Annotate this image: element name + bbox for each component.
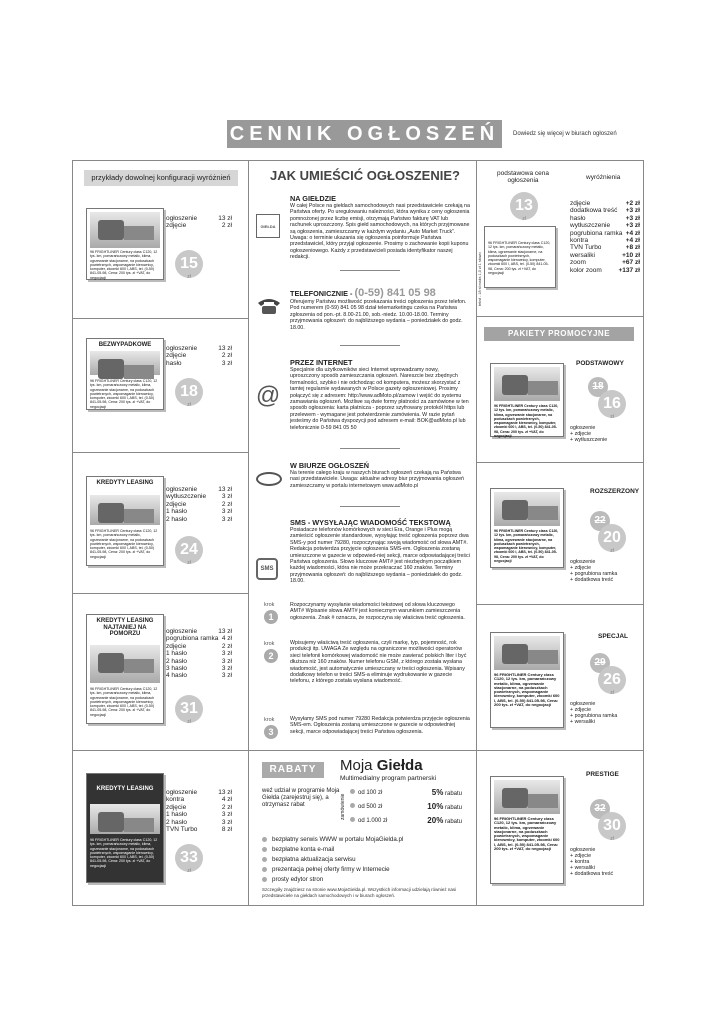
benefit-item: bezpłatny serwis WWW w portalu MojaGielda.pl: [262, 836, 403, 843]
rabaty-text: weź udział w programie Moja Giełda (zarejestruj się), a otrzymasz rabat: [262, 788, 340, 808]
section-title-biuro: W BIURZE OGŁOSZEŃ: [290, 461, 370, 470]
ad-thumbnail: [86, 208, 164, 280]
side-label: tekst - 18 sł maks 1,0 zł 1 słowo: [478, 252, 482, 306]
divider: [476, 462, 644, 463]
benefit-item: prezentacja pełnej oferty firmy w Internecie: [262, 866, 390, 873]
ad-thumbnail: [86, 614, 164, 724]
package-name: PODSTAWOWY: [576, 360, 624, 367]
extras-list: zdjęcie +2 zł dodatkowa treść +3 zł hasło +3 zł wytłuszczenie +3 zł pogrubiona ramka +4 zł kontra +4 zł TVN Turbo +8 zł wersaliki +10 zł zoom +67 zł kolor zoom +137 zł: [570, 200, 640, 274]
package-name: PRESTIGE: [586, 771, 619, 778]
line-price: 13 zł: [218, 215, 232, 222]
divider: [72, 318, 248, 319]
package-price: 16 zł: [598, 390, 626, 418]
ad-thumbnail: [490, 632, 564, 728]
truck-photo: [494, 367, 560, 401]
package-price: 30 zł: [598, 812, 626, 840]
ad-badge: KREDYTY LEASING: [96, 480, 154, 486]
mojagielda-brand: Moja Giełda: [340, 757, 423, 774]
price-lines: ogłoszenie 13 zł pogrubiona ramka 4 zł zdjęcie 2 zł 1 hasło 3 zł 2 hasło 3 zł 3 hasło 3 zł 4 hasło 3 zł: [166, 628, 232, 680]
phone-number: (0-59) 841 05 98: [354, 287, 436, 299]
ad-thumbnail: [484, 226, 556, 288]
section-body-tel: Oferujemy Państwu możliwość przekazania treści ogłoszenia przez telefon. Pod numerem (0-59) 841 05 98 dział telemarketingu czeka na Państwa zgłoszenia od pon.-pt. 8.00-21.00, sob.-niedz. 10.00-18.00. Terminy przyjmowania ogłoszeń: do najbliższego wydania – poniedziałek do godz. 18.00.: [290, 299, 467, 331]
old-price: 32: [590, 799, 610, 819]
discount-row: od 100 zł 5% rabatu: [350, 788, 462, 797]
ad-badge: BEZWYPADKOWE: [98, 342, 152, 348]
total-price: 24 zł: [175, 536, 203, 564]
ad-text: 96 FRIGHTLINER Century class C120, 12 tys. km, pomarańczowy metalic, klima, ogrzewanie stacjonarne, na poduszkach powietrznych, wspomaganie kierownicy, komputer, złoomki 600 l, ABS, tel. (0-50) 841-05-98, Cena: 200 tys. zł +VAT, do negocjacji: [488, 241, 551, 276]
truck-photo: [90, 804, 160, 834]
extras-heading: wyróżnienia: [586, 174, 621, 181]
divider: [72, 750, 248, 751]
ad-thumbnail: [490, 363, 564, 437]
line-label: zdjęcie: [166, 222, 187, 230]
separator: [340, 448, 400, 449]
base-price-heading: podstawowa cena ogłoszenia: [496, 170, 550, 184]
gielda-logo-icon: GIEŁDA: [256, 214, 280, 238]
package-items: ogłoszenie + zdjęcie + kontra + wersaliki + dodatkowa treść: [570, 847, 614, 877]
section-body-biuro: Na terenie całego kraju w naszych biurach ogłoszeń czekają na Państwa nasi przedstawiciele. Uwaga: aktualne adresy biur przyjmowania ogłoszeń zamieszczamy w portalu internetowym www.adMoto.pl: [290, 470, 465, 489]
section-title-tel: TELEFONICZNIE - (0-59) 841 05 98: [290, 287, 436, 299]
section-title-sms: SMS - WYSYŁAJĄC WIADOMOŚĆ TEKSTOWĄ: [290, 518, 451, 527]
step-number: 2: [264, 649, 278, 663]
divider: [248, 750, 476, 751]
ad-text: 96 FRIGHTLINER Century class C120, 12 tys. km, pomarańczowy metalic, klima, ogrzewanie stacjonarne, na poduszkach powietrznych, wspomaganie kierownicy, komputer, złoomki 600 l, ABS, tel. (0-50) 841-05-98, Cena: 200 tys. zł +VAT, do negocjacji: [494, 529, 559, 564]
total-price: 18 zł: [175, 378, 203, 406]
discount-row: od 1.000 zł 20% rabatu: [350, 816, 462, 825]
rabaty-title: RABATY: [262, 762, 324, 778]
packages-title: PAKIETY PROMOCYJNE: [484, 327, 634, 341]
axis-label: zamówienie: [340, 793, 346, 821]
ad-text: 96 FRIGHTLINER Century class C120, 12 tys. km, pomarańczowy metalic, klima, ogrzewanie stacjonarne, na poduszkach powietrznych, wspomaganie kierownicy, komputer, złoomki 600 l, ABS, tel. (0-50) 841-05-98, Cena: 200 tys. zł +VAT, do negocjacji: [90, 687, 158, 717]
footnote: Szczegóły znajdziesz na stronie www.MojaGielda.pl. Wszystkich informacji udzielają również nasi przedstawiciele na giełdach samochodowych i w biurach ogłoszeń.: [262, 887, 457, 898]
benefit-item: prosty edytor stron: [262, 876, 323, 883]
mojagielda-subtitle: Multimedialny program partnerski: [340, 775, 437, 782]
ad-text: 96 FRIGHTLINER Century class C120, 12 tys. km, pomarańczowy metalic, klima, ogrzewanie stacjonarne, na poduszkach powietrznych, wspomaganie kierownicy, komputer, złoomki 600 l, ABS, tel. (0-50) 841-05-98, Cena: 200 tys. zł +VAT, do negocjacji: [494, 816, 560, 852]
header-note: Dowiedz się więcej w biurach ogłoszeń: [513, 131, 617, 137]
section-body-gielda: W całej Polsce na giełdach samochodowych nasi przedstawiciele czekają na Państwa oferty. Po uregulowaniu należności, która wynika z ceny ogłoszenia pomnożonej przez liczbę emisji, otrzymają Państwo fakturę VAT lub rachunek uproszczony. Spis giełd samochodowych, na których przyjmowane są ogłoszenia, zamieszczamy w każdym wydaniu „Auto Market Truck”. Uwaga: o terminie ukazania się ogłoszenia poinformuje Państwa przedstawiciel, który przyjął ogłoszenie. Prosimy o zachowanie kopii kuponu ogłoszeniowego. Każdy z przedstawicieli posiada identyfikator naszej redakcji.: [290, 203, 470, 261]
benefit-item: bezpłatna aktualizacja serwisu: [262, 856, 356, 863]
base-price: 13 zł: [510, 192, 538, 220]
truck-photo: [90, 351, 160, 375]
step-number: 1: [264, 610, 278, 624]
divider: [248, 160, 249, 906]
price-lines: ogłoszenie 13 zł wytłuszczenie 3 zł zdjęcie 2 zł 1 hasło 3 zł 2 hasło 3 zł: [166, 486, 232, 523]
benefit-item: bezpłatne konta e-mail: [262, 846, 334, 853]
step-body: Wysyłamy SMS pod numer 79280 Redakcja potwierdza przyjęcie ogłoszenia SMS-em. Ogłoszenia zostaną umieszczone w gazecie w odpowiedniej sekcji, marce odpowiadającej treści Państwa ogłoszenia.: [290, 716, 470, 735]
section-title-internet: PRZEZ INTERNET: [290, 358, 353, 367]
package-name: SPECJAL: [598, 633, 628, 640]
truck-photo: [494, 780, 560, 814]
price-lines: ogłoszenie 13 zł zdjęcie 2 zł hasło 3 zł: [166, 345, 232, 367]
page-title: CENNIK OGŁOSZEŃ: [227, 120, 502, 148]
divider: [476, 604, 644, 605]
truck-photo: [90, 645, 160, 683]
discount-row: od 500 zł 10% rabatu: [350, 802, 462, 811]
separator: [340, 345, 400, 346]
old-price: 29: [590, 653, 610, 673]
ad-text: 96 FRIGHTLINER Century class C120, 12 tys. km, pomarańczowy metalic, klima, ogrzewanie stacjonarne, na poduszkach powietrznych, wspomaganie kierownicy, komputer, złoomki 600 l, ABS, tel. (0-50) 841-05-98, Cena: 200 tys. zł +VAT, do negocjacji: [494, 404, 559, 439]
ad-text: 96 FRIGHTLINER Century class C120, 12 tys. km, pomarańczowy metalic, klima, ogrzewanie stacjonarne, na poduszkach powietrznych, wspomaganie kierownicy, komputer, złoomki 600 l, ABS, tel. (0-50) 841-05-98, Cena: 200 tys. zł +VAT, do negocjacji: [494, 672, 560, 708]
step-body: Rozpoczynamy wysyłanie wiadomości tekstowej od słowa kluczowego AMT# Wpisanie słowa AMT# jest koniecznym warunkiem zamieszczenia ogłoszenia. Znak # oznacza, że rozpoczyna się właściwa treść ogłoszenia.: [290, 602, 465, 621]
old-price: 22: [590, 511, 610, 531]
package-price: 26 zł: [598, 666, 626, 694]
telephone-icon: [256, 296, 282, 316]
package-items: ogłoszenie + zdjęcie + pogrubiona ramka + wersaliki: [570, 701, 618, 725]
at-sign-icon: @: [255, 382, 281, 409]
ad-thumbnail: [490, 488, 564, 568]
ad-text: 96 FRIGHTLINER Century class C120, 12 tys. km, pomarańczowy metalic, ogrzewanie stacjonarne, na poduszkach powietrznych, wspomaganie kierownicy, komputer, złoomki 600 l, ABS, tel. (0-50) 841-05-98, Cena: 200 tys. zł +VAT, do negocjacji: [90, 529, 158, 559]
divider: [476, 316, 644, 317]
ad-thumbnail: [86, 338, 164, 410]
office-icon: [256, 472, 282, 486]
package-items: ogłoszenie + zdjęcie + pogrubiona ramka + dodatkowa treść: [570, 559, 618, 583]
step-label: krok: [264, 641, 275, 647]
ad-thumbnail: [490, 776, 564, 884]
price-lines: ogłoszenie 13 zł kontra 4 zł zdjęcie 2 zł 1 hasło 3 zł 2 hasło 3 zł TVN Turbo 8 zł: [166, 789, 232, 834]
total-price: 33 zł: [175, 844, 203, 872]
divider: [72, 452, 248, 453]
step-number: 3: [264, 725, 278, 739]
step-label: krok: [264, 717, 275, 723]
section-body-internet: Specjalnie dla użytkowników sieci Internet wprowadzamy nowy, uproszczony sposób zamieszczania ogłoszeń. Nareszcie bez zbędnych formalności, szybko i nie odchodząc od komputera, możesz skorzystać z tamtej regularnie wydawanych w Polsce gazety ogłoszeniowej. Prosimy połączyć się z adresem: http://www.adMoto.pl/zamow i wejść do systemu zamawiania ogłoszeń. Możliwe są dwie formy płatności za zamówione w ten sposób ogłoszenia: karta płatnicza - poprzez szyfrowany protokół https lub przelewem - wymagane jest potwierdzenie zamówienia. W razie pytań jesteśmy do Państwa dyspozycji pod adresem e-mail: BOK@adMoto.pl lub telefonicznie 0-59 841 05 50: [290, 367, 469, 431]
section-title-gielda: NA GIEŁDZIE: [290, 194, 336, 203]
truck-photo: [90, 495, 160, 525]
truck-photo: [494, 636, 560, 670]
ad-text: 96 FRIGHTLINER Century class C120, 12 tys. km, pomarańczowy metalic, klima, ogrzewanie stacjonarne, na poduszkach powietrznych, wspomaganie kierownicy, komputer, złoomki 600 l, ABS, tel. (0-50) 841-05-98, Cena: 200 tys. zł +VAT, do negocjacji: [90, 838, 158, 868]
line-label: ogłoszenie: [166, 215, 198, 222]
ad-thumbnail: [86, 476, 164, 566]
line-price: 2 zł: [221, 222, 232, 230]
ad-text: 96 FRIGHTLINER Century class C120, 12 tys. km, pomarańczowy metalic, klima, ogrzewanie stacjonarne, na poduszkach powietrznych, wspomaganie kierownicy, komputer, złoomki 600 l, ABS, tel. (0-50) 841-05-98, Cena: 200 tys. zł +VAT, do negocjacji: [90, 250, 158, 280]
ad-badge: KREDYTY LEASING: [96, 786, 154, 792]
truck-photo: [494, 492, 560, 526]
price-lines: [166, 215, 232, 230]
step-body: Wpisujemy właściwą treść ogłoszenia, czyli markę, typ, pojemność, rok produkcji itp. UWAGA Ze względu na ograniczone możliwości operatorów sieci telefonii komórkowej wiadomość nie może zawierać polskich liter i być dłuższa niż 160 znaków. Numer telefonu GSM, z którego została wysłana wiadomość, jest automatycznie umieszczany w treści ogłoszenia. Wpisany dodatkowy telefon w treści SMS-a eliminuje wydrukowanie w gazecie telefonu, z którego została wysłana wiadomość.: [290, 640, 467, 685]
total-price: 31 zł: [175, 695, 203, 723]
how-to-title: JAK UMIEŚCIĆ OGŁOSZENIE?: [270, 168, 460, 183]
separator: [340, 270, 400, 271]
ad-text: 96 FRIGHTLINER Century class C120, 12 tys. km, pomarańczowy metalic, klima, ogrzewanie stacjonarne, na poduszkach powietrznych, wspomaganie kierownicy, komputer, złoomki 600 l, ABS, tel. (0-50) 841-05-98, Cena: 200 tys. zł +VAT, do negocjacji: [90, 379, 158, 409]
package-items: ogłoszenie + zdjęcie + wytłuszczenie: [570, 425, 608, 443]
separator: [340, 506, 400, 507]
divider: [476, 750, 644, 751]
total-price: 15 zł: [175, 250, 203, 278]
section-body-sms: Posiadacze telefonów komórkowych w sieci Era, Orange i Plus mogą zamieścić ogłoszenie standardowe, wysyłając treść ogłoszenia poprzez dwa SMS-y pod numer 79280, rozpoczynając swoją wiadomość od słowa AMT#. Redakcja potwierdza przyjęcie ogłoszenia SMS-em. Ogłoszenia zostaną umieszczone w gazecie w odpowied-niej sekcji, marce odpowiadającej treści Państwa ogłoszenia. Słowo kluczowe AMT# jest niezbędnym początkiem każdej wiadomości, która nie może przekraczać 160 znaków. Terminy przyjmowania ogłoszeń: do najbliższego wydania – poniedziałek do godz. 18.00.: [290, 527, 470, 585]
divider: [476, 160, 477, 906]
examples-title: przykłady dowolnej konfiguracji wyróżnień: [84, 170, 238, 186]
ad-badge: KREDYTY LEASING NAJTANIEJ NA POMORZU: [96, 618, 154, 637]
truck-photo: [90, 212, 160, 248]
ad-thumbnail: [86, 773, 164, 883]
sms-icon: SMS: [256, 558, 278, 580]
package-name: ROZSZERZONY: [590, 488, 640, 495]
step-label: krok: [264, 602, 275, 608]
package-price: 20 zł: [598, 524, 626, 552]
old-price: 18: [588, 377, 608, 397]
divider: [72, 593, 248, 594]
